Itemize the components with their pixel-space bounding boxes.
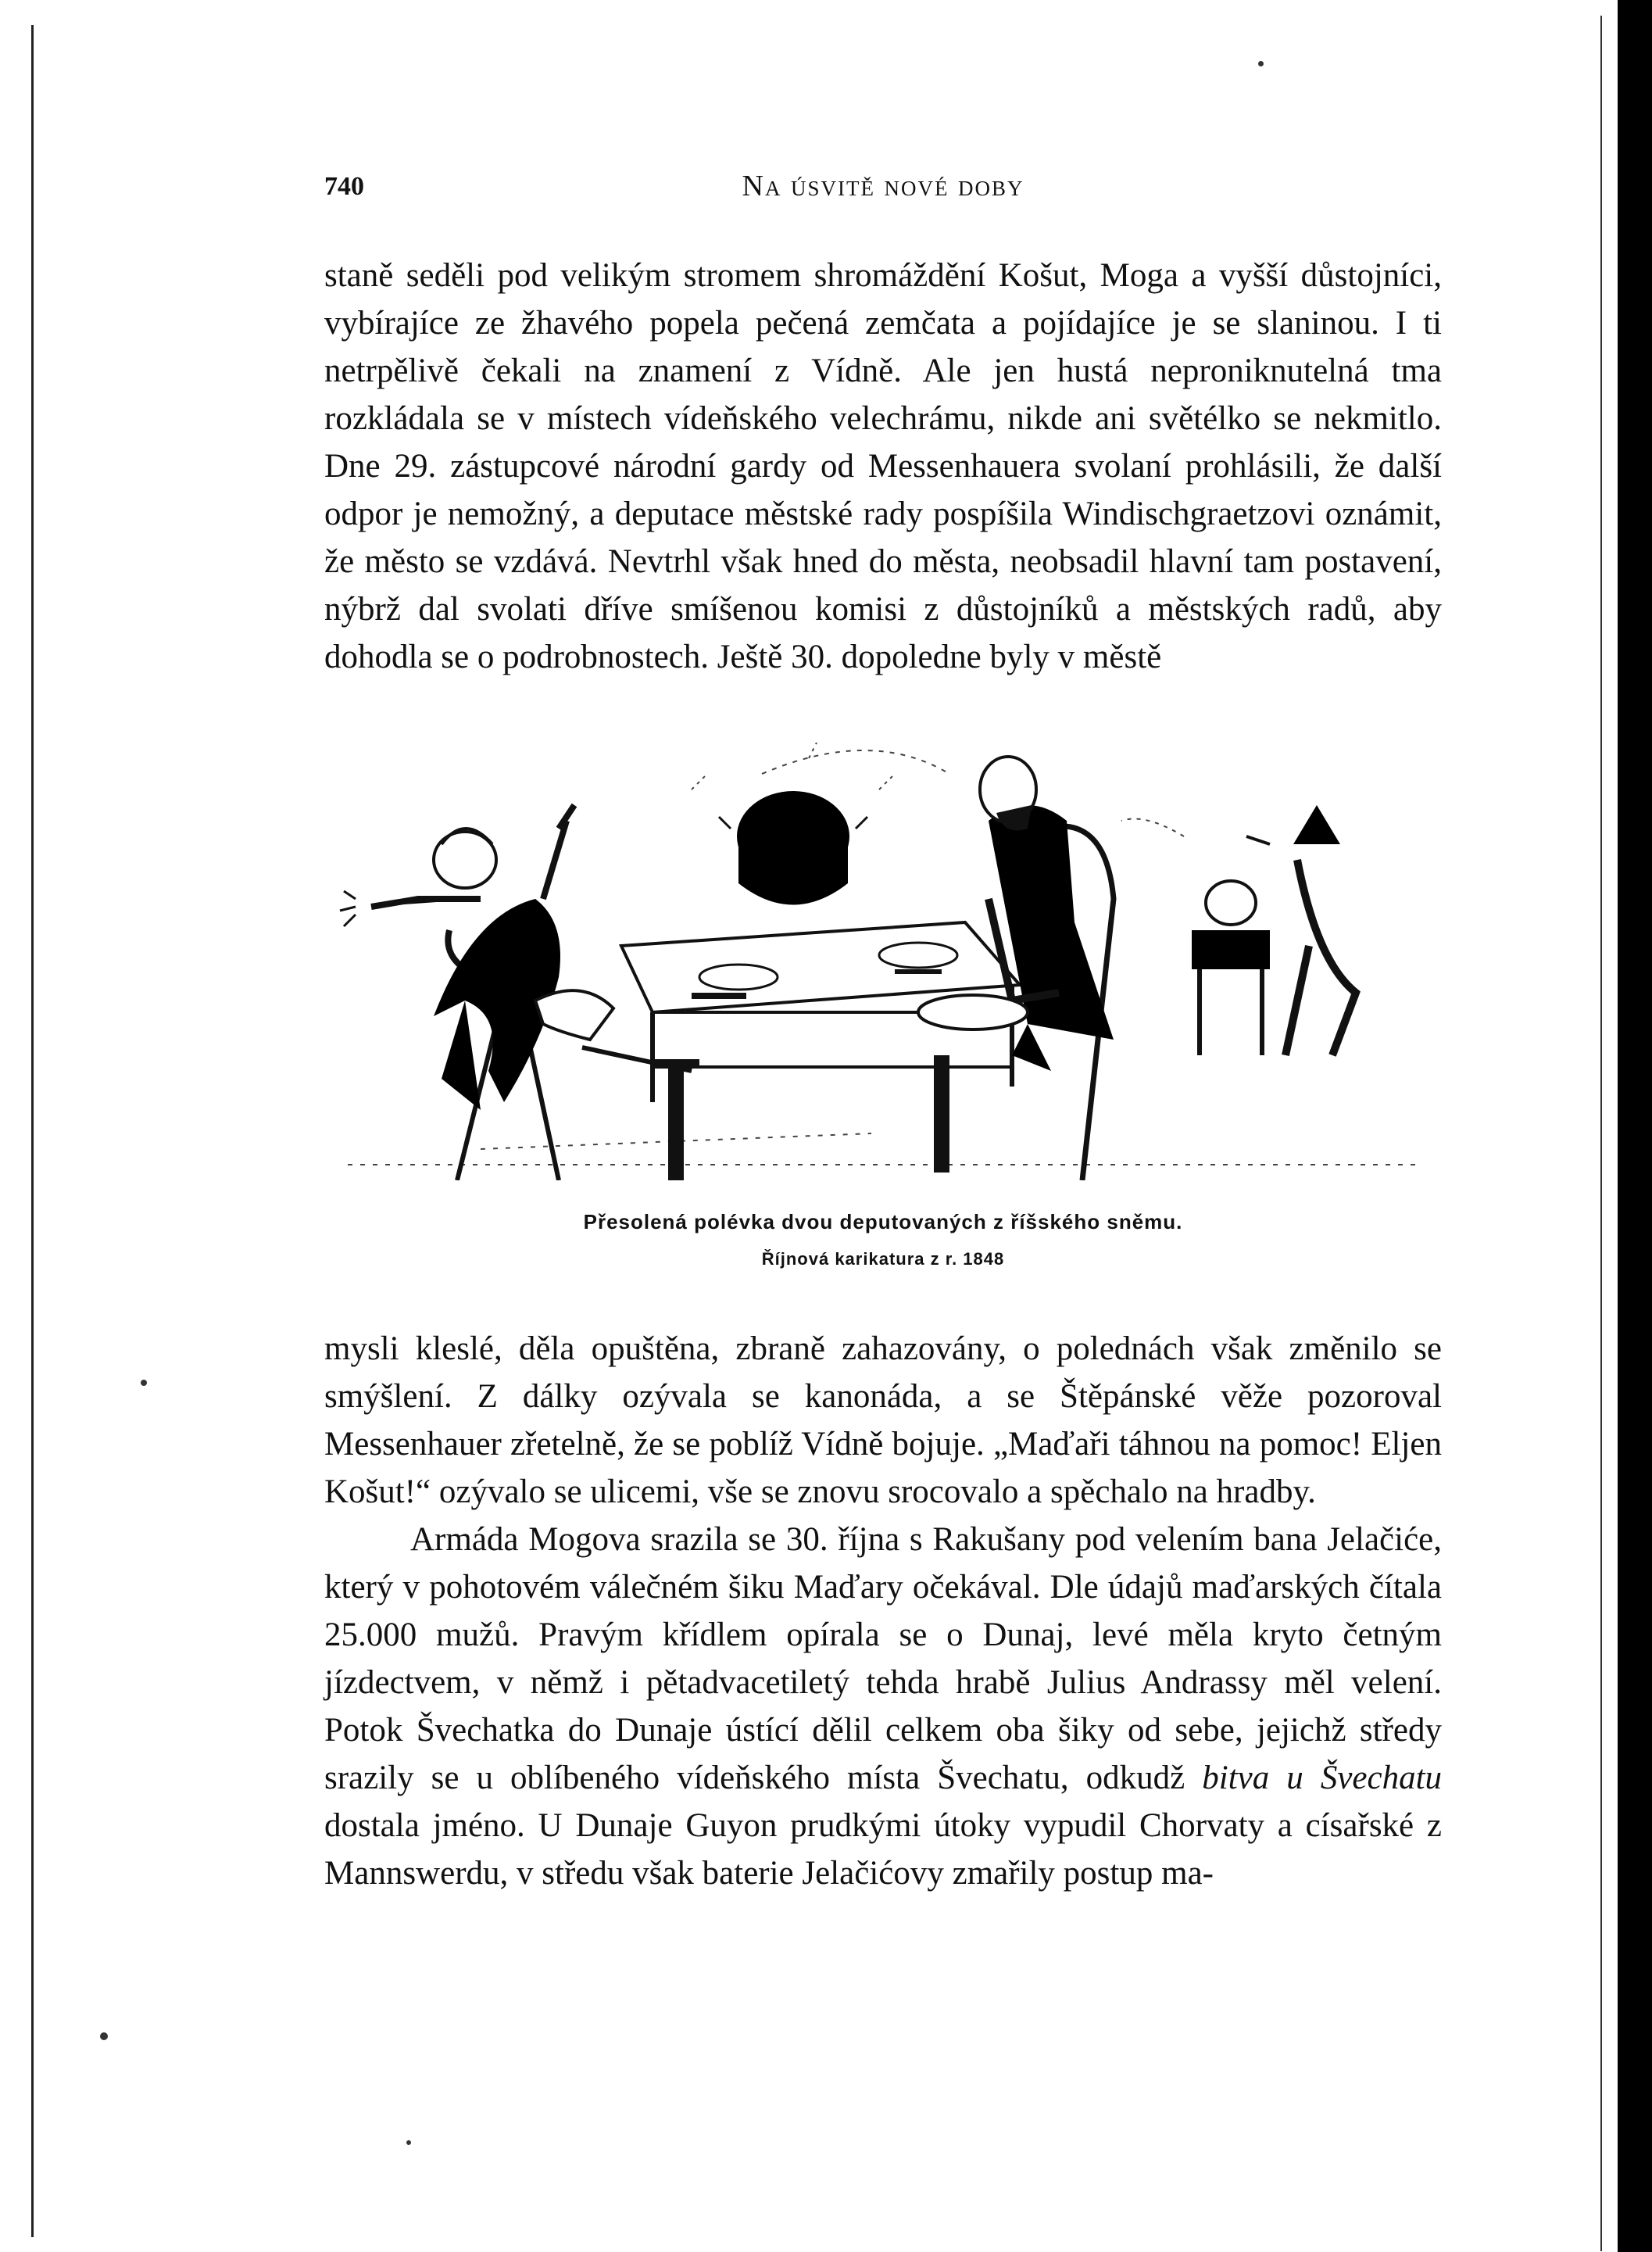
paragraph-2-start: Armáda Mogova srazila se 30. října s Rakušany pod velením bana Jelačiće, který v pohotovém válečném šiku Maďary očekával. Dle údajů maďarských čítala 25.000 mužů. Pravým křídlem opírala se o Dunaj, levé měla kryto četným jízdectvem, v němž i pětadvacetiletý tehda hrabě Julius Andrassy měl velení. Potok Švechatka do Dunaje ústící dělil celkem oba šiky od sebe, jejichž středy srazily se u oblíbeného vídeňského místa Švechatu, odkudž: [324, 1521, 1442, 1796]
scan-speck: [141, 1380, 147, 1386]
running-title: Na úsvitě nové doby: [742, 170, 1024, 202]
scan-speck: [1258, 61, 1264, 66]
facing-page-edge: [1600, 16, 1613, 2251]
background-figures: [1121, 805, 1356, 1055]
scan-margin: [1618, 0, 1652, 2252]
body-text-bottom: [324, 1325, 1442, 1897]
floor-lines: [348, 1133, 1418, 1165]
figure-subcaption: Říjnová karikatura z r. 1848: [761, 1249, 1005, 1269]
caricature-illustration: [324, 743, 1442, 1180]
table: [621, 922, 1020, 1180]
page-header: [324, 164, 1442, 211]
paragraph-bottom-1: mysli kleslé, děla opuštěna, zbraně zahazovány, o polednách však změnilo se smýšlení. Z dálky ozývala se kanonáda, a se Štěpánské věže pozoroval Messenhauer zřetelně, že se poblíž Vídně bojuje. „Maďaři táhnou na pomoc! Eljen Košut!“ ozývalo se ulicemi, vše se znovu srocovalo a spěchalo na hradby.: [324, 1330, 1442, 1510]
paragraph-2-end: dostala jméno. U Dunaje Guyon prudkými útoky vypudil Chorvaty a císařské z Mannswerdu, v středu však baterie Jelačićovy zmařily postup ma-: [324, 1807, 1442, 1892]
figure-caption: Přesolená polévka dvou deputovaných z říšského sněmu.: [583, 1210, 1183, 1233]
paragraph-bottom-2: [324, 1516, 1442, 1897]
battle-name-italic: bitva u Švechatu: [1202, 1760, 1443, 1796]
scan-speck: [100, 2032, 108, 2040]
body-text-top: [324, 252, 1442, 681]
scan-speck: [406, 2140, 411, 2145]
paragraph-top: staně seděli pod velikým stromem shromáždění Košut, Moga a vyšší důstojníci, vybírajíce ze žhavého popela pečená zemčata a pojídajíce je se slaninou. I ti netrpělivě čekali na znamení z Vídně. Ale jen hustá neproniknutelná tma rozkládala se v místech vídeňského velechrámu, nikde ani světélko se nekmitlo. Dne 29. zástupcové národní gardy od Messenhauera svolaní prohlásili, že další odpor je nemožný, a deputace městské rady pospíšila Windischgraetzovi oznámit, že město se vzdává. Nevtrhl však hned do města, neobsadil hlavní tam postavení, nýbrž dal svolati dříve smíšenou komisi z důstojníků a městských radů, aby dohodla se o podrobnostech. Ještě 30. dopoledne byly v městě: [324, 257, 1442, 675]
soup-pot: [692, 743, 949, 905]
page-number: 740: [324, 172, 364, 201]
